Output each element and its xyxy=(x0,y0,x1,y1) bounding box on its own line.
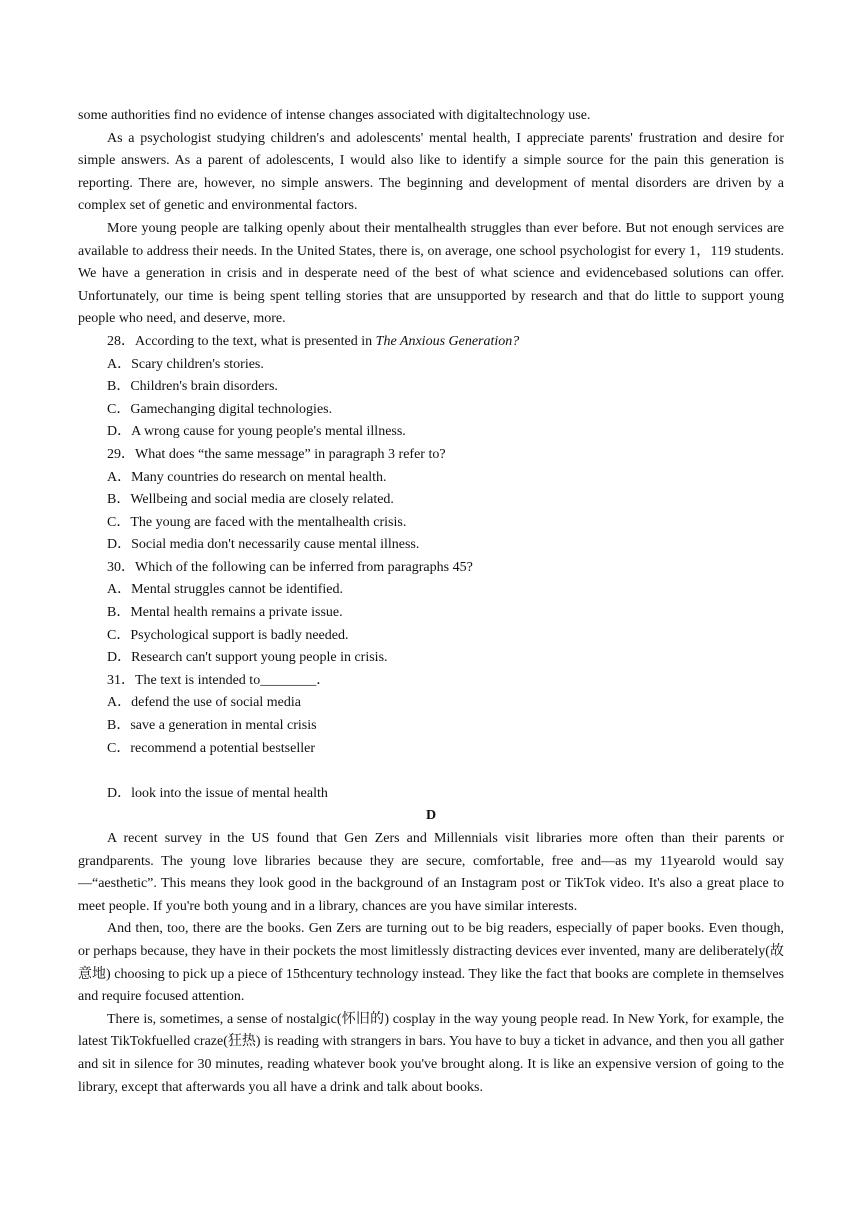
paragraph-4: As a psychologist studying children's and adolescents' mental health, I appreciate parents' frustration and desire for simple answers. As a parent of adolescents, I would also like to identify a simple source for the pain this generation is reporting. There are, however, no simple answers. The beginning and development of mental disorders are driven by a complex set of genetic and environmental factors. xyxy=(78,130,784,214)
question-28-option-d: D．A wrong cause for young people's mental illness. xyxy=(107,424,406,440)
paragraph-d2: And then, too, there are the books. Gen Zers are turning out to be big readers, especially of paper books. Even though, or perhaps because, they have in their pockets the most limitlessly distracting devices ever invented, many are deliberately(故意地) choosing to pick up a piece of 15thcentury technology instead. They like the fact that books are complete in themselves and require focused attention. xyxy=(78,921,784,1005)
question-30-option-c: C．Psychological support is badly needed. xyxy=(107,627,349,643)
question-29-stem: 29．What does “the same message” in paragraph 3 refer to? xyxy=(107,446,446,462)
question-28-option-c: C．Gamechanging digital technologies. xyxy=(107,401,333,417)
question-29-option-d: D．Social media don't necessarily cause mental illness. xyxy=(107,537,420,553)
question-31-stem: 31．The text is intended to________． xyxy=(107,672,331,688)
document-page xyxy=(78,105,784,1099)
question-29-option-a: A．Many countries do research on mental health. xyxy=(107,469,387,485)
question-30-option-a: A．Mental struggles cannot be identified. xyxy=(107,582,343,598)
question-31-option-c: C．recommend a potential bestseller xyxy=(107,740,315,756)
paragraph-5: More young people are talking openly about their mentalhealth struggles than ever before. But not enough services are available to address their needs. In the United States, there is, on average, one school psychologist for every 1，119 students. We have a generation in crisis and in desperate need of the best of what science and evidencebased solutions can offer. Unfortunately, our time is being spent telling stories that are unsupported by research and that do little to support young people who need, and deserve, more. xyxy=(78,220,784,327)
question-30-stem: 30．Which of the following can be inferred from paragraphs 45? xyxy=(107,559,473,575)
question-29-option-b: B．Wellbeing and social media are closely related. xyxy=(107,492,394,508)
question-31-option-a: A．defend the use of social media xyxy=(107,695,301,711)
question-28-stem-text: 28．According to the text, what is presented in xyxy=(107,333,376,349)
question-30-option-d: D．Research can't support young people in crisis. xyxy=(107,650,388,666)
question-28-option-b: B．Children's brain disorders. xyxy=(107,379,278,395)
question-29-option-c: C．The young are faced with the mentalhealth crisis. xyxy=(107,514,407,530)
question-28-option-a: A．Scary children's stories. xyxy=(107,356,264,372)
paragraph-d3: There is, sometimes, a sense of nostalgic(怀旧的) cosplay in the way young people read. In New York, for example, the latest TikTokfuelled craze(狂热) is reading with strangers in bars. You have to buy a ticket in advance, and then you all gather and sit in silence for 30 minutes, reading whatever book you've brought along. It is like an expensive version of going to the library, except that afterwards you all have a drink and talk about books. xyxy=(78,1011,784,1095)
book-title: The Anxious Generation? xyxy=(375,333,520,349)
question-31-option-d: D．look into the issue of mental health xyxy=(107,785,328,801)
question-30-option-b: B．Mental health remains a private issue. xyxy=(107,605,343,621)
paragraph-continuation: some authorities find no evidence of intense changes associated with digitaltechnology use. xyxy=(78,108,591,123)
blank-line xyxy=(78,760,784,783)
paragraph-d1: A recent survey in the US found that Gen Zers and Millennials visit libraries more often than their parents or grandparents. The young love libraries because they are secure, comfortable, free and—as my 11yearold would say—“aesthetic”. This means they look good in the background of an Instagram post or TikTok video. It's also a great place to meet people. If you're both young and in a library, chances are you have similar interests. xyxy=(78,831,784,914)
question-28-stem xyxy=(78,331,784,354)
section-heading: D xyxy=(425,808,437,824)
question-31-option-b: B．save a generation in mental crisis xyxy=(107,718,317,734)
